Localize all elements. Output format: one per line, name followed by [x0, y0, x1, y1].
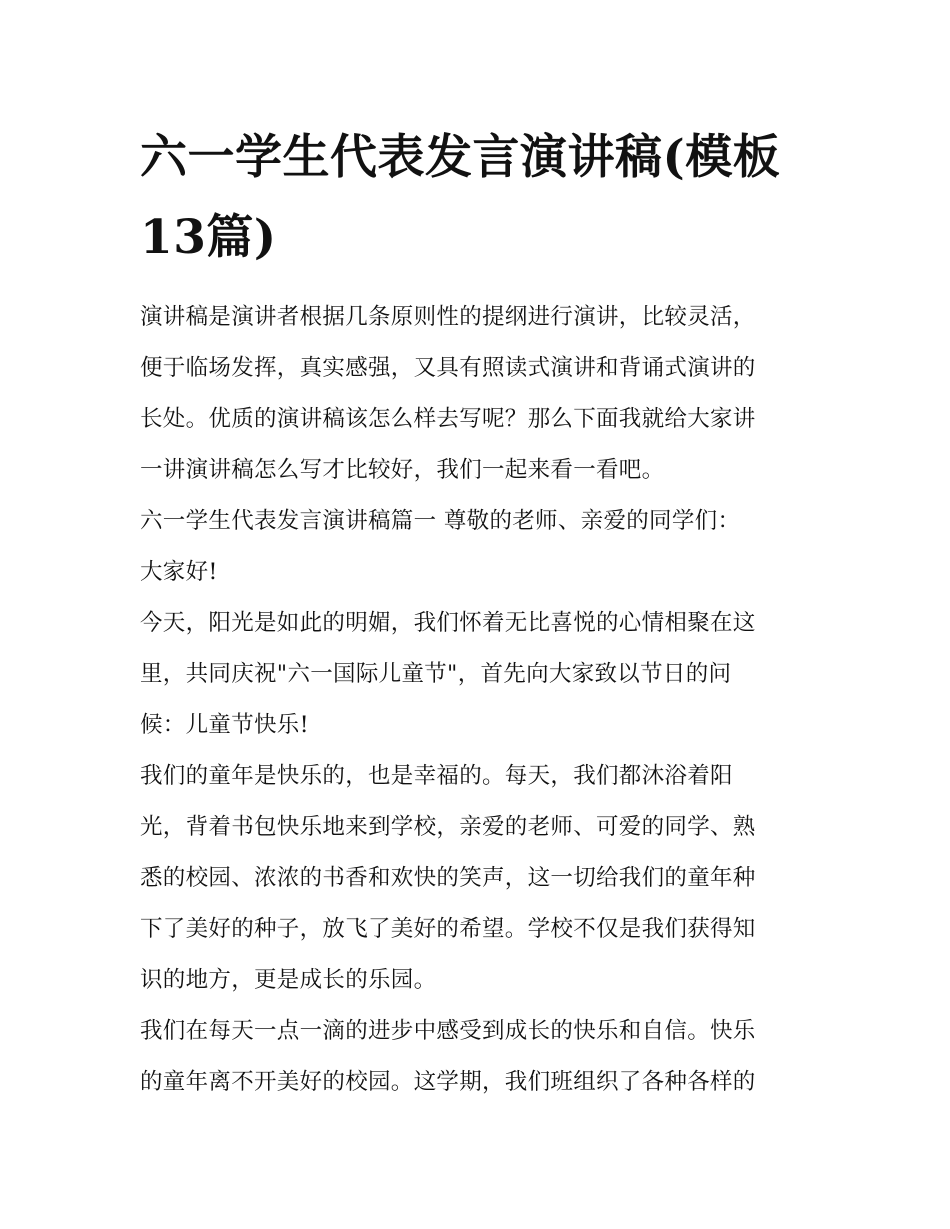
text-line: 便于临场发挥，真实感强，又具有照读式演讲和背诵式演讲的 [140, 355, 756, 381]
text-line: 悉的校园、浓浓的书香和欢快的笑声，这一切给我们的童年种 [140, 865, 756, 891]
document-page [140, 118, 812, 1108]
text-line: 候：儿童节快乐! [140, 712, 309, 738]
text-line: 下了美好的种子，放飞了美好的希望。学校不仅是我们获得知 [140, 916, 756, 942]
text-line: 今天，阳光是如此的明媚，我们怀着无比喜悦的心情相聚在这 [140, 610, 756, 636]
text-line: 演讲稿是演讲者根据几条原则性的提纲进行演讲，比较灵活， [140, 304, 756, 330]
text-line: 的童年离不开美好的校园。这学期，我们班组织了各种各样的 [140, 1069, 756, 1095]
text-line: 里，共同庆祝"六一国际儿童节"，首先向大家致以节日的问 [140, 661, 732, 687]
text-line: 六一学生代表发言演讲稿篇一 尊敬的老师、亲爱的同学们： [140, 508, 741, 534]
text-line: 一讲演讲稿怎么写才比较好，我们一起来看一看吧。 [140, 457, 665, 483]
title-line: 13篇) [140, 210, 277, 265]
paragraph-today [140, 598, 812, 751]
title-line: 六一学生代表发言演讲稿(模板 [140, 130, 781, 185]
text-line: 长处。优质的演讲稿该怎么样去写呢？那么下面我就给大家讲 [140, 406, 756, 432]
document-title [140, 118, 812, 278]
paragraph-childhood [140, 751, 812, 1006]
text-line: 我们的童年是快乐的，也是幸福的。每天，我们都沐浴着阳 [140, 763, 733, 789]
document-body [140, 292, 812, 1108]
text-line: 大家好! [140, 559, 218, 585]
paragraph-progress [140, 1006, 812, 1108]
text-line: 识的地方，更是成长的乐园。 [140, 967, 437, 993]
paragraph-section-heading [140, 496, 812, 547]
paragraph-greeting [140, 547, 812, 598]
text-line: 光，背着书包快乐地来到学校，亲爱的老师、可爱的同学、熟 [140, 814, 756, 840]
text-line: 我们在每天一点一滴的进步中感受到成长的快乐和自信。快乐 [140, 1018, 756, 1044]
paragraph-intro [140, 292, 812, 496]
